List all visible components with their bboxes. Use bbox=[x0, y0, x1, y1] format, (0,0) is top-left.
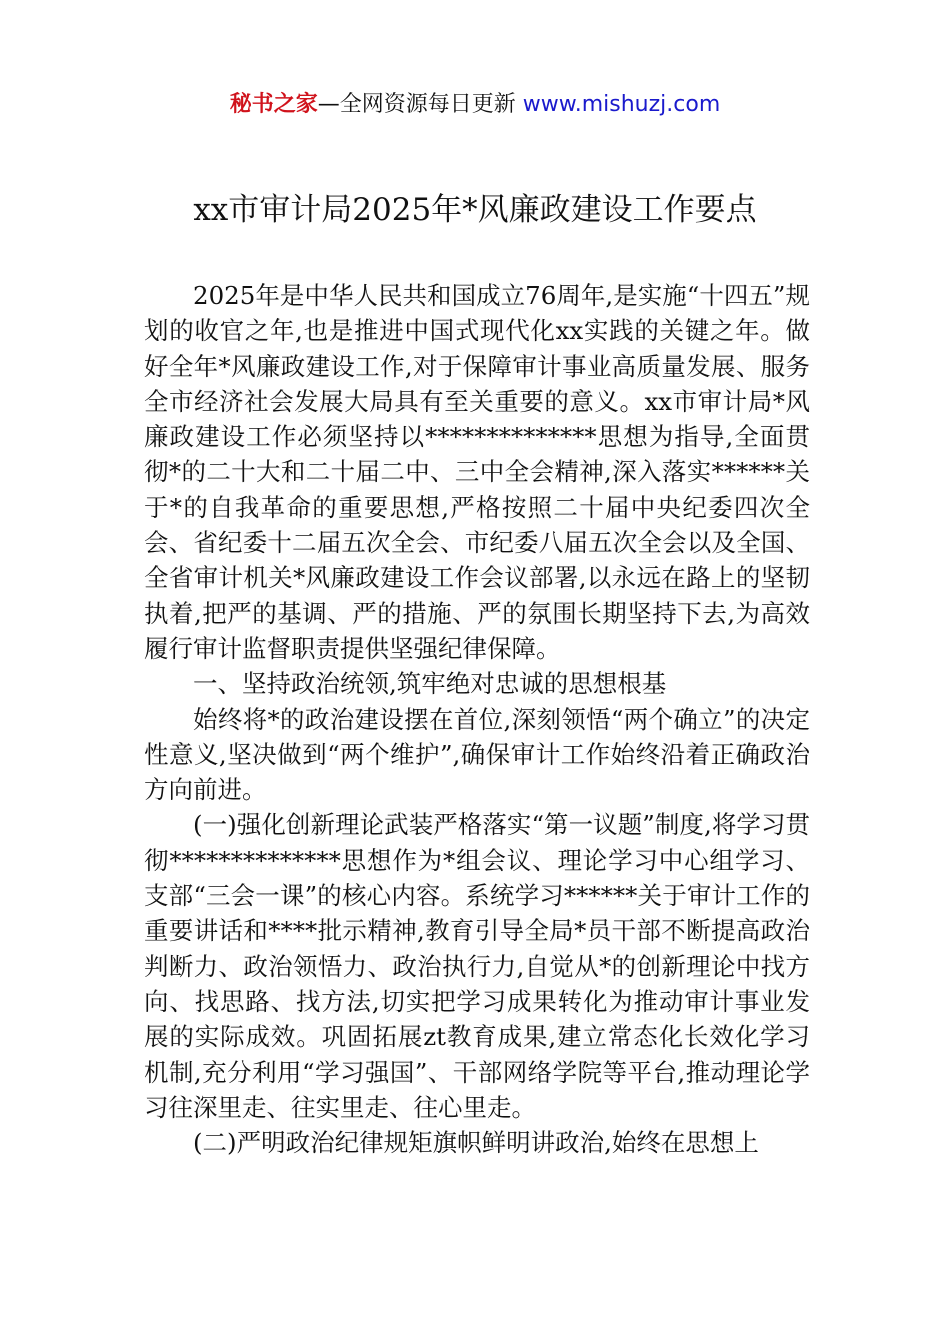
subsection-paragraph: (一)强化创新理论武装严格落实“第一议题”制度,将学习贯彻**************思想作为*组会议、理论学习中心组学习、支部“三会一课”的核心内容。系统学习******关于审计工作的重要讲话和****批示精神,教育引导全局*员干部不断提高政治判断力、政治领悟力、政治执行力,自觉从*的创新理论中找方向、找思路、找方法,切实把学习成果转化为推动审计事业发展的实际成效。巩固拓展zt教育成果,建立常态化长效化学习机制,充分利用“学习强国”、干部网络学院等平台,推动理论学习往深里走、往实里走、往心里走。 bbox=[144, 810, 810, 1122]
site-url-link[interactable]: www.mishuzj.com bbox=[522, 92, 721, 117]
site-brand: 秘书之家 bbox=[229, 92, 318, 117]
document-title: xx市审计局2025年*风廉政建设工作要点 bbox=[193, 192, 757, 228]
section-heading: 一、坚持政治统领,筑牢绝对忠诚的思想根基 bbox=[193, 669, 667, 699]
site-header bbox=[0, 88, 950, 122]
site-tagline: —全网资源每日更新 bbox=[317, 92, 516, 117]
document-body bbox=[144, 278, 810, 1160]
section-paragraph: 始终将*的政治建设摆在首位,深刻领悟“两个确立”的决定性意义,坚决做到“两个维护”,确保审计工作始终沿着正确政治方向前进。 bbox=[144, 704, 810, 805]
subsection-paragraph: (二)严明政治纪律规矩旗帜鲜明讲政治,始终在思想上 bbox=[193, 1128, 759, 1158]
intro-paragraph: 2025年是中华人民共和国成立76周年,是实施“十四五”规划的收官之年,也是推进中国式现代化xx实践的关键之年。做好全年*风廉政建设工作,对于保障审计事业高质量发展、服务全市经济社会发展大局具有至关重要的意义。xx市审计局*风廉政建设工作必须坚持以**************思想为指导,全面贯彻*的二十大和二十届二中、三中全会精神,深入落实******关于*的自我革命的重要思想,严格按照二十届中央纪委四次全会、省纪委十二届五次全会、市纪委八届五次全会以及全国、全省审计机关*风廉政建设工作会议部署,以永远在路上的坚韧执着,把严的基调、严的措施、严的氛围长期坚持下去,为高效履行审计监督职责提供坚强纪律保障。 bbox=[144, 281, 810, 663]
